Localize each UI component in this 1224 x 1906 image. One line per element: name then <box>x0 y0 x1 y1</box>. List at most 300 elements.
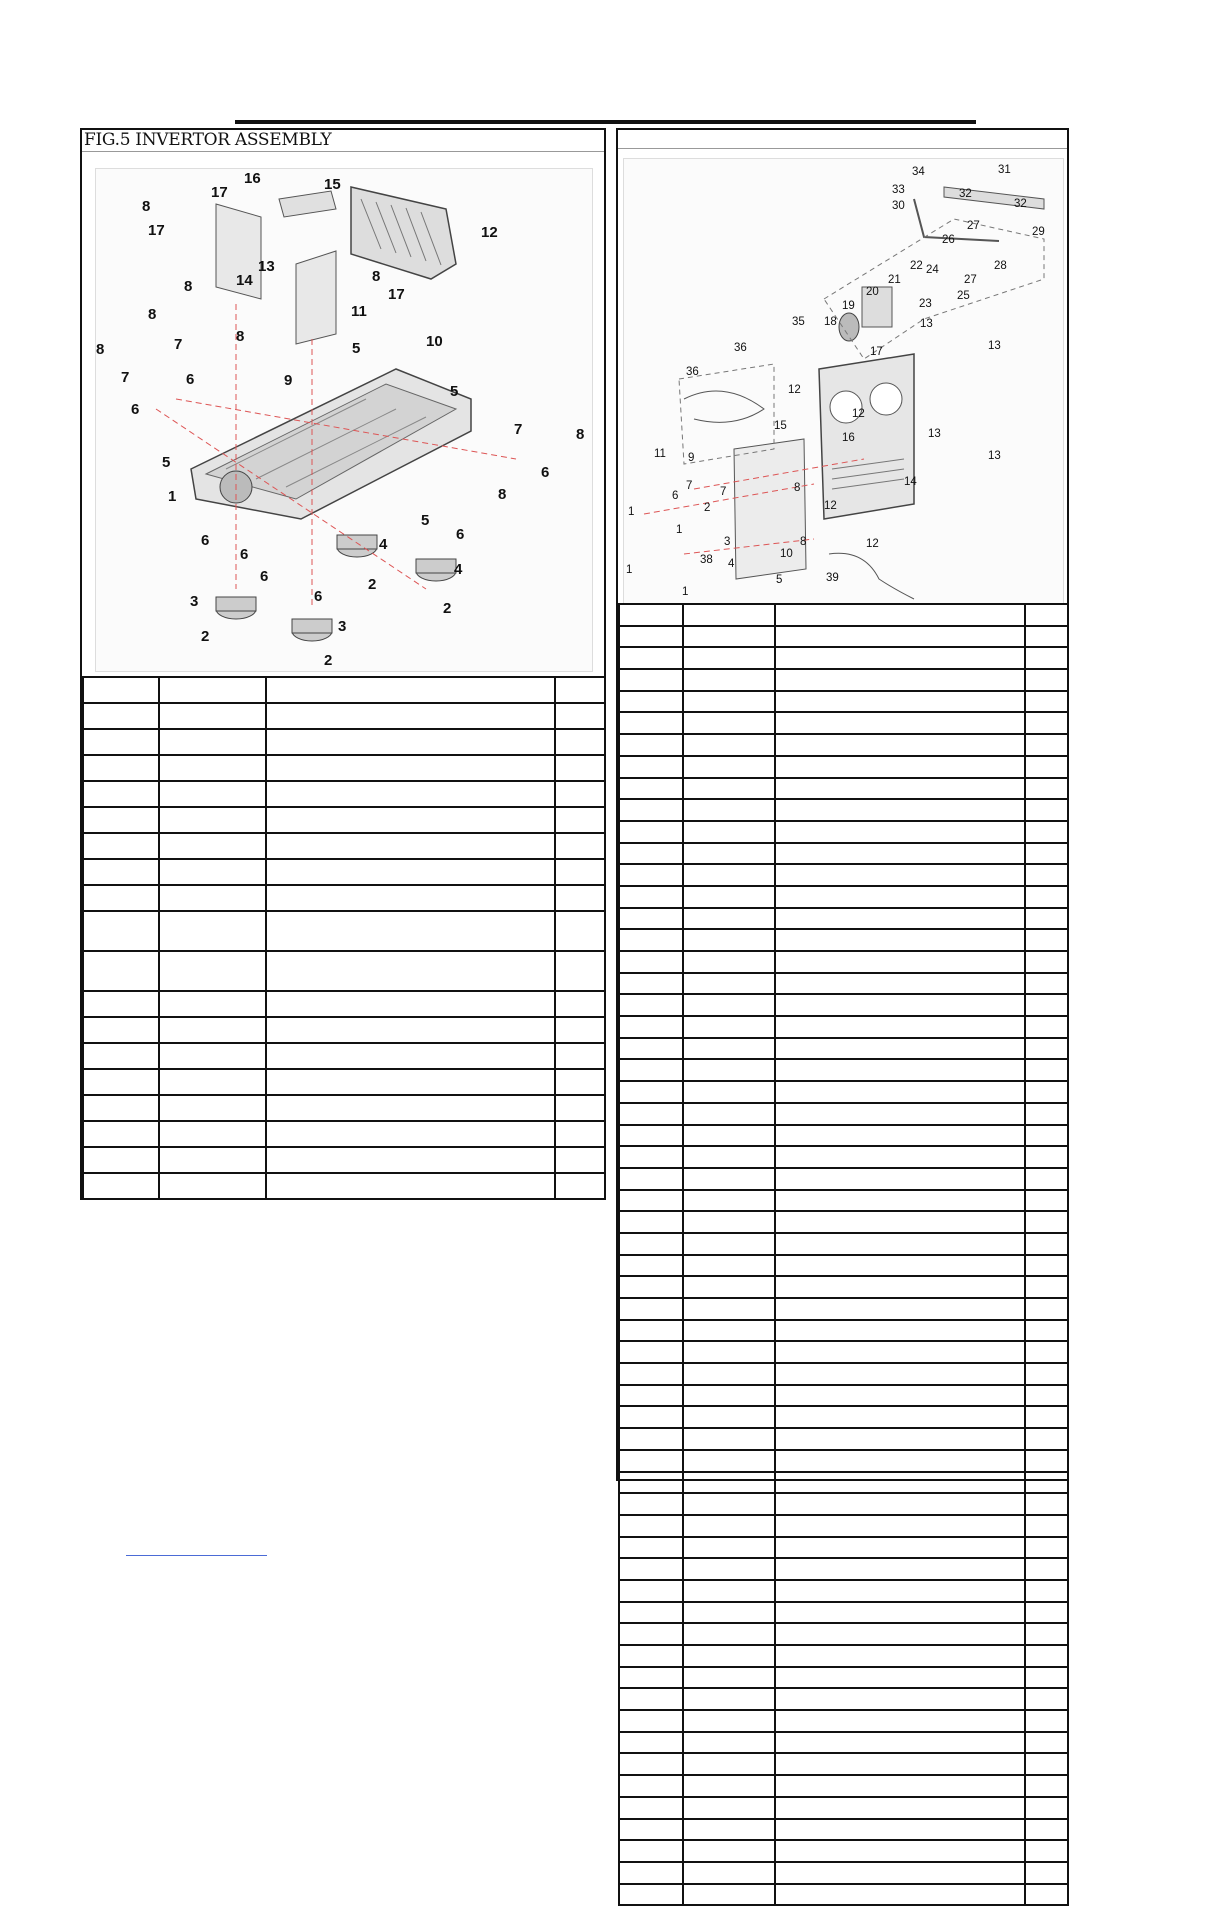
callout: 5 <box>352 340 361 357</box>
table-cell <box>83 1173 159 1199</box>
table-cell <box>555 1121 605 1147</box>
table-cell <box>683 1602 775 1624</box>
table-cell <box>1025 821 1068 843</box>
callout: 4 <box>379 536 388 553</box>
left-parts-table <box>82 676 606 1200</box>
table-cell <box>266 807 555 833</box>
right-parts-table <box>618 603 1069 1906</box>
table-cell <box>159 1147 266 1173</box>
table-row <box>619 1862 1068 1884</box>
callout: 13 <box>920 318 933 330</box>
table-cell <box>619 1797 683 1819</box>
table-row <box>619 1623 1068 1645</box>
table-cell <box>775 843 1025 865</box>
table-cell <box>775 691 1025 713</box>
table-cell <box>1025 1320 1068 1342</box>
table-cell <box>619 1602 683 1624</box>
table-cell <box>1025 1537 1068 1559</box>
callout: 15 <box>774 420 787 432</box>
table-cell <box>775 1016 1025 1038</box>
table-cell <box>619 1276 683 1298</box>
table-cell <box>683 1472 775 1494</box>
table-cell <box>775 1862 1025 1884</box>
table-cell <box>619 756 683 778</box>
table-row <box>83 703 605 729</box>
table-cell <box>775 1753 1025 1775</box>
table-row <box>83 729 605 755</box>
table-cell <box>159 885 266 911</box>
table-cell <box>1025 1059 1068 1081</box>
table-cell <box>159 703 266 729</box>
table-cell <box>1025 1298 1068 1320</box>
table-cell <box>619 1775 683 1797</box>
table-cell <box>683 1406 775 1428</box>
table-cell <box>619 1255 683 1277</box>
table-cell <box>775 1732 1025 1754</box>
callout: 13 <box>988 450 1001 462</box>
table-cell <box>683 1385 775 1407</box>
callout: 26 <box>942 234 955 246</box>
table-cell <box>619 1450 683 1472</box>
table-row <box>619 1016 1068 1038</box>
table-row <box>619 1819 1068 1841</box>
table-cell <box>683 1753 775 1775</box>
table-cell <box>683 1862 775 1884</box>
callout: 6 <box>131 401 140 418</box>
footer-link[interactable] <box>126 1555 267 1556</box>
callout: 2 <box>368 576 377 593</box>
table-row <box>619 1884 1068 1906</box>
table-row <box>619 1515 1068 1537</box>
table-cell <box>683 1667 775 1689</box>
table-cell <box>775 1667 1025 1689</box>
table-cell <box>83 1147 159 1173</box>
table-cell <box>775 1276 1025 1298</box>
table-cell <box>266 729 555 755</box>
callout: 28 <box>994 260 1007 272</box>
invertor-assembly-panel <box>80 128 606 1200</box>
table-cell <box>775 1190 1025 1212</box>
table-row <box>619 1320 1068 1342</box>
callout: 12 <box>788 384 801 396</box>
callout: 25 <box>957 290 970 302</box>
table-row <box>83 911 605 951</box>
table-cell <box>619 626 683 648</box>
table-cell <box>683 1190 775 1212</box>
table-cell <box>555 859 605 885</box>
table-cell <box>83 1069 159 1095</box>
table-cell <box>159 951 266 991</box>
table-row <box>619 734 1068 756</box>
table-cell <box>683 886 775 908</box>
table-row <box>83 755 605 781</box>
table-cell <box>775 908 1025 930</box>
callout: 8 <box>576 426 585 443</box>
table-cell <box>555 729 605 755</box>
table-cell <box>555 755 605 781</box>
table-cell <box>83 951 159 991</box>
table-cell <box>619 1580 683 1602</box>
callout: 8 <box>148 306 157 323</box>
callout: 5 <box>421 512 430 529</box>
table-cell <box>775 1103 1025 1125</box>
callout: 6 <box>240 546 249 563</box>
callout: 4 <box>728 558 735 570</box>
table-row <box>619 1753 1068 1775</box>
table-row <box>619 821 1068 843</box>
table-cell <box>619 1125 683 1147</box>
table-row <box>619 1580 1068 1602</box>
table-row <box>619 1775 1068 1797</box>
callout: 6 <box>456 526 465 543</box>
table-cell <box>683 1038 775 1060</box>
table-cell <box>775 1255 1025 1277</box>
callout: 7 <box>514 421 523 438</box>
table-cell <box>619 604 683 626</box>
callout: 38 <box>700 554 713 566</box>
table-cell <box>266 859 555 885</box>
table-cell <box>775 1233 1025 1255</box>
table-cell <box>619 1623 683 1645</box>
table-cell <box>266 1043 555 1069</box>
table-row <box>619 1797 1068 1819</box>
table-cell <box>683 1775 775 1797</box>
table-cell <box>619 821 683 843</box>
table-cell <box>775 778 1025 800</box>
table-cell <box>683 1016 775 1038</box>
table-cell <box>619 1667 683 1689</box>
table-cell <box>683 1211 775 1233</box>
table-cell <box>775 1580 1025 1602</box>
table-row <box>619 1298 1068 1320</box>
callout: 4 <box>454 561 463 578</box>
table-cell <box>159 677 266 703</box>
table-cell <box>1025 1797 1068 1819</box>
table-cell <box>83 911 159 951</box>
table-cell <box>1025 1428 1068 1450</box>
table-row <box>619 756 1068 778</box>
callout: 13 <box>988 340 1001 352</box>
table-row <box>83 1095 605 1121</box>
table-cell <box>555 911 605 951</box>
table-cell <box>775 1406 1025 1428</box>
table-cell <box>619 886 683 908</box>
table-cell <box>159 781 266 807</box>
table-cell <box>1025 1732 1068 1754</box>
callout: 10 <box>780 548 793 560</box>
callout: 29 <box>1032 226 1045 238</box>
callout: 6 <box>672 490 679 502</box>
table-cell <box>683 1732 775 1754</box>
table-cell <box>83 703 159 729</box>
table-cell <box>683 778 775 800</box>
table-cell <box>83 1017 159 1043</box>
callout: 32 <box>1014 198 1027 210</box>
table-cell <box>1025 843 1068 865</box>
table-cell <box>683 1580 775 1602</box>
table-cell <box>1025 778 1068 800</box>
table-cell <box>1025 1038 1068 1060</box>
table-cell <box>1025 1385 1068 1407</box>
table-row <box>619 647 1068 669</box>
callout: 14 <box>236 272 253 289</box>
table-row <box>83 677 605 703</box>
table-cell <box>555 991 605 1017</box>
callout: 21 <box>888 274 901 286</box>
table-cell <box>1025 647 1068 669</box>
table-cell <box>775 669 1025 691</box>
callout: 2 <box>324 652 333 669</box>
table-cell <box>1025 1840 1068 1862</box>
table-cell <box>555 1043 605 1069</box>
table-row <box>619 604 1068 626</box>
callout: 35 <box>792 316 805 328</box>
table-cell <box>1025 734 1068 756</box>
table-row <box>619 973 1068 995</box>
table-cell <box>555 807 605 833</box>
table-row <box>619 626 1068 648</box>
table-cell <box>1025 1255 1068 1277</box>
table-row <box>619 1125 1068 1147</box>
callout: 7 <box>720 486 727 498</box>
table-cell <box>1025 1515 1068 1537</box>
callout: 27 <box>967 220 980 232</box>
table-cell <box>83 1043 159 1069</box>
table-cell <box>266 1147 555 1173</box>
table-row <box>619 1103 1068 1125</box>
table-cell <box>775 626 1025 648</box>
callout: 1 <box>628 506 635 518</box>
callout: 12 <box>481 224 498 241</box>
table-cell <box>555 1147 605 1173</box>
table-row <box>83 1043 605 1069</box>
table-row <box>619 1211 1068 1233</box>
table-row <box>619 1537 1068 1559</box>
table-cell <box>683 1233 775 1255</box>
table-row <box>619 1363 1068 1385</box>
table-cell <box>775 1645 1025 1667</box>
table-cell <box>555 1069 605 1095</box>
table-cell <box>266 1121 555 1147</box>
table-cell <box>1025 1884 1068 1906</box>
table-cell <box>775 1125 1025 1147</box>
table-cell <box>1025 1819 1068 1841</box>
table-cell <box>159 1121 266 1147</box>
table-cell <box>159 755 266 781</box>
table-cell <box>266 1017 555 1043</box>
table-row <box>619 1645 1068 1667</box>
table-row <box>619 1688 1068 1710</box>
table-cell <box>1025 1406 1068 1428</box>
table-cell <box>619 1472 683 1494</box>
table-cell <box>775 1168 1025 1190</box>
table-cell <box>775 1038 1025 1060</box>
table-cell <box>683 1320 775 1342</box>
table-cell <box>683 1363 775 1385</box>
table-cell <box>555 1095 605 1121</box>
table-cell <box>619 1753 683 1775</box>
callout: 2 <box>201 628 210 645</box>
table-cell <box>1025 1211 1068 1233</box>
table-cell <box>683 1645 775 1667</box>
table-cell <box>266 677 555 703</box>
table-cell <box>1025 1190 1068 1212</box>
table-cell <box>619 1320 683 1342</box>
table-cell <box>683 908 775 930</box>
callout: 7 <box>121 369 130 386</box>
table-cell <box>683 1428 775 1450</box>
table-cell <box>619 973 683 995</box>
table-cell <box>683 929 775 951</box>
table-cell <box>683 843 775 865</box>
callout: 1 <box>168 488 177 505</box>
callout: 8 <box>236 328 245 345</box>
callout: 17 <box>870 346 883 358</box>
callout: 16 <box>244 170 261 187</box>
table-cell <box>159 807 266 833</box>
table-cell <box>775 1884 1025 1906</box>
table-cell <box>683 1125 775 1147</box>
table-cell <box>683 1537 775 1559</box>
callout: 2 <box>704 502 711 514</box>
callout: 8 <box>372 268 381 285</box>
table-cell <box>619 778 683 800</box>
table-cell <box>1025 1081 1068 1103</box>
table-row <box>83 1017 605 1043</box>
callout: 5 <box>162 454 171 471</box>
table-row <box>619 886 1068 908</box>
table-row <box>83 1173 605 1199</box>
table-cell <box>83 755 159 781</box>
callout: 17 <box>148 222 165 239</box>
table-cell <box>619 1016 683 1038</box>
table-cell <box>619 647 683 669</box>
table-cell <box>159 1095 266 1121</box>
table-cell <box>775 821 1025 843</box>
table-cell <box>83 833 159 859</box>
table-cell <box>619 1732 683 1754</box>
table-cell <box>775 1602 1025 1624</box>
table-row <box>83 807 605 833</box>
table-cell <box>555 1173 605 1199</box>
table-cell <box>619 864 683 886</box>
table-cell <box>775 712 1025 734</box>
table-cell <box>683 864 775 886</box>
table-cell <box>775 1558 1025 1580</box>
table-cell <box>1025 669 1068 691</box>
callout: 19 <box>842 300 855 312</box>
table-cell <box>83 885 159 911</box>
table-cell <box>619 1385 683 1407</box>
table-cell <box>775 1537 1025 1559</box>
table-row <box>83 885 605 911</box>
table-cell <box>683 1558 775 1580</box>
callout: 8 <box>794 482 801 494</box>
callout: 10 <box>426 333 443 350</box>
table-cell <box>1025 1580 1068 1602</box>
invertor-diagram-svg <box>96 169 592 671</box>
table-cell <box>619 1645 683 1667</box>
callout: 5 <box>776 574 783 586</box>
table-cell <box>683 712 775 734</box>
callout: 11 <box>654 448 666 460</box>
table-cell <box>775 1211 1025 1233</box>
table-row <box>619 1840 1068 1862</box>
table-cell <box>1025 1125 1068 1147</box>
table-row <box>619 712 1068 734</box>
table-cell <box>683 1103 775 1125</box>
table-cell <box>266 755 555 781</box>
table-cell <box>619 908 683 930</box>
table-row <box>83 781 605 807</box>
table-cell <box>159 1173 266 1199</box>
table-cell <box>619 994 683 1016</box>
table-cell <box>775 647 1025 669</box>
table-cell <box>775 1797 1025 1819</box>
table-cell <box>1025 626 1068 648</box>
callout: 6 <box>260 568 269 585</box>
table-cell <box>619 1081 683 1103</box>
table-cell <box>266 703 555 729</box>
callout: 8 <box>142 198 151 215</box>
control-panel-diagram-svg <box>624 159 1063 603</box>
control-panel-assembly <box>616 128 1069 1481</box>
table-cell <box>266 1069 555 1095</box>
table-cell <box>619 1493 683 1515</box>
table-cell <box>1025 691 1068 713</box>
table-cell <box>619 1211 683 1233</box>
table-row <box>619 1059 1068 1081</box>
table-cell <box>1025 756 1068 778</box>
table-cell <box>683 951 775 973</box>
table-row <box>619 864 1068 886</box>
table-cell <box>1025 1753 1068 1775</box>
table-cell <box>775 1320 1025 1342</box>
callout: 36 <box>734 342 747 354</box>
table-cell <box>775 1623 1025 1645</box>
callout: 3 <box>190 593 199 610</box>
table-cell <box>159 911 266 951</box>
table-cell <box>683 1298 775 1320</box>
table-row <box>83 1069 605 1095</box>
table-cell <box>775 929 1025 951</box>
table-cell <box>619 1190 683 1212</box>
callout: 16 <box>842 432 855 444</box>
table-cell <box>775 1450 1025 1472</box>
table-cell <box>683 1493 775 1515</box>
table-cell <box>619 1103 683 1125</box>
table-cell <box>775 1775 1025 1797</box>
callout: 12 <box>824 500 837 512</box>
table-row <box>619 1493 1068 1515</box>
table-row <box>619 1558 1068 1580</box>
table-cell <box>619 1862 683 1884</box>
callout: 39 <box>826 572 839 584</box>
table-cell <box>775 1515 1025 1537</box>
table-cell <box>775 1385 1025 1407</box>
table-cell <box>1025 864 1068 886</box>
table-cell <box>683 1710 775 1732</box>
header-rule <box>235 120 976 124</box>
table-row <box>83 859 605 885</box>
table-cell <box>775 951 1025 973</box>
callout: 20 <box>866 286 879 298</box>
table-cell <box>83 729 159 755</box>
table-cell <box>775 1493 1025 1515</box>
table-cell <box>83 1121 159 1147</box>
callout: 31 <box>998 164 1011 176</box>
table-cell <box>775 734 1025 756</box>
